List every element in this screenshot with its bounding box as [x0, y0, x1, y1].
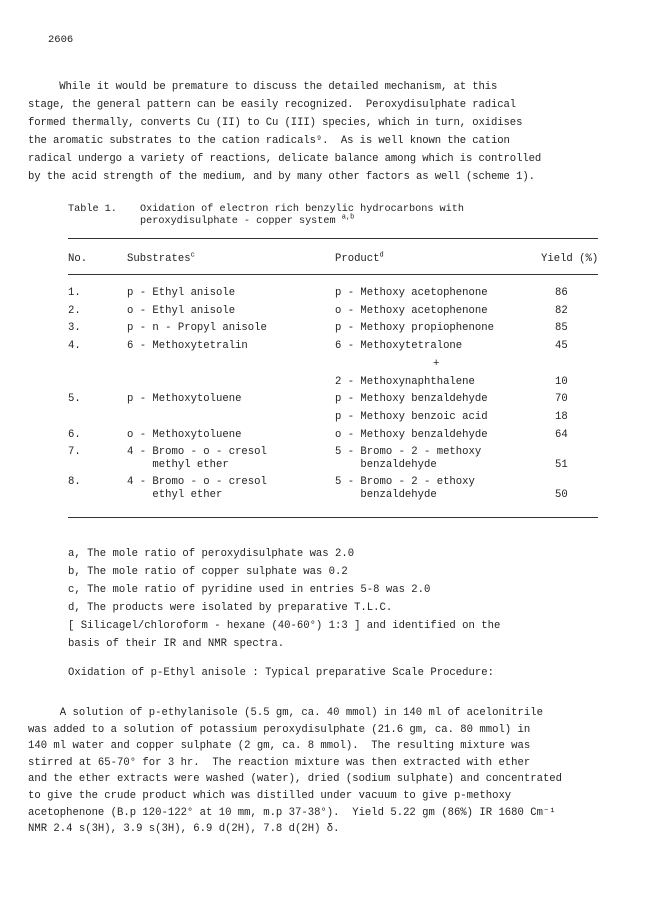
row-substrate: p - Methoxytoluene: [127, 393, 242, 406]
table-bottom-rule: [68, 517, 598, 518]
text-line: to give the crude product which was distilled under vacuum to give p-methoxy: [28, 789, 512, 802]
row-product: p - Methoxy benzoic acid: [335, 410, 488, 423]
note-line: d, The products were isolated by preparative T.L.C.: [68, 602, 393, 614]
row-yield: 85: [555, 322, 568, 335]
table-label: Table 1.: [68, 204, 117, 215]
text-line: 140 ml water and copper sulphate (2 gm, ca. 8 mmol). The resulting mixture was: [28, 740, 531, 753]
row-number: 2.: [68, 304, 81, 317]
intro-paragraph: [28, 78, 668, 186]
note-line: c, The mole ratio of pyridine used in entries 5-8 was 2.0: [68, 584, 431, 596]
row-product: o - Methoxy benzaldehyde: [335, 428, 488, 441]
row-substrate: 6 - Methoxytetralin: [127, 340, 248, 353]
row-yield: 18: [555, 410, 568, 423]
text-line: stirred at 65-70° for 3 hr. The reaction mixture was then extracted with ether: [28, 756, 531, 769]
row-number: 1.: [68, 287, 81, 299]
table-caption-line2: peroxydisulphate - copper system $^{a,b}$: [140, 213, 355, 227]
row-product: o - Methoxy acetophenone: [335, 304, 488, 317]
row-yield: 64: [555, 428, 568, 441]
table-caption-line1: Oxidation of electron rich benzylic hydrocarbons with: [140, 204, 465, 215]
row-substrate: o - Methoxytoluene: [127, 428, 242, 441]
table-caption-footnote: a,b: [341, 213, 355, 222]
procedure-heading: Oxidation of p-Ethyl anisole : Typical preparative Scale Procedure:: [68, 667, 494, 679]
procedure-paragraph: [28, 705, 562, 838]
row-number: 3.: [68, 322, 81, 335]
note-line: basis of their IR and NMR spectra.: [68, 638, 285, 650]
note-line: [ Silicagel/chloroform - hexane (40-60°) 1:3 ] and identified on the: [68, 620, 501, 632]
header-no: No.: [68, 253, 88, 265]
text-line: the aromatic substrates to the cation radicals⁹. As is well known the cation: [28, 135, 510, 147]
table-top-rule: [68, 238, 598, 239]
text-line: radical undergo a variety of reactions, delicate balance among which is controlled: [28, 153, 542, 165]
text-line: formed thermally, converts Cu (II) to Cu (III) species, which in turn, oxidises: [28, 117, 523, 129]
row-yield: 70: [555, 393, 568, 406]
row-yield: 82: [555, 304, 568, 317]
text-line: A solution of p-ethylanisole (5.5 gm, ca. 40 mmol) in 140 ml of acelonitrile: [28, 707, 543, 719]
header-substrates: Substrates$^c$: [127, 251, 195, 265]
row-product: 6 - Methoxytetralone: [335, 340, 463, 353]
row-product: +: [433, 357, 440, 370]
row-number: 6.: [68, 428, 81, 441]
row-substrate: 4 - Bromo - o - cresol methyl ether: [127, 446, 267, 472]
table-notes: [68, 545, 500, 653]
row-substrate: o - Ethyl anisole: [127, 304, 236, 317]
text-line: NMR 2.4 s(3H), 3.9 s(3H), 6.9 d(2H), 7.8 d(2H) δ.: [28, 823, 340, 836]
text-line: acetophenone (B.p 120-122° at 10 mm, m.p 37-38°). Yield 5.22 gm (86%) IR 1680 Cm⁻¹: [28, 806, 556, 819]
row-yield: 50: [555, 489, 568, 502]
row-product: 2 - Methoxynaphthalene: [335, 375, 475, 388]
row-substrate: p - n - Propyl anisole: [127, 322, 267, 335]
text-line: and the ether extracts were washed (water), dried (sodium sulphate) and concentrated: [28, 773, 563, 786]
note-line: a, The mole ratio of peroxydisulphate was 2.0: [68, 548, 355, 560]
row-number: 8.: [68, 476, 81, 489]
table-header-rule: [68, 274, 598, 275]
header-product: Product$^d$: [335, 251, 384, 265]
row-product: p - Methoxy acetophenone: [335, 287, 488, 299]
header-yield: Yield (%): [541, 253, 599, 265]
row-product: 5 - Bromo - 2 - ethoxy benzaldehyde: [335, 476, 475, 502]
row-number: 5.: [68, 393, 81, 406]
text-line: stage, the general pattern can be easily recognized. Peroxydisulphate radical: [28, 99, 517, 111]
note-line: b, The mole ratio of copper sulphate was 0.2: [68, 566, 348, 578]
row-substrate: p - Ethyl anisole: [127, 287, 236, 299]
text-line: by the acid strength of the medium, and by many other factors as well (scheme 1).: [28, 171, 535, 183]
text-line: was added to a solution of potassium peroxydisulphate (21.6 gm, ca. 80 mmol) in: [28, 723, 531, 736]
text-line: While it would be premature to discuss the detailed mechanism, at this: [28, 81, 498, 93]
row-yield: 10: [555, 375, 568, 388]
row-number: 4.: [68, 340, 81, 353]
row-product: p - Methoxy benzaldehyde: [335, 393, 488, 406]
row-number: 7.: [68, 446, 81, 459]
row-yield: 51: [555, 459, 568, 472]
row-substrate: 4 - Bromo - o - cresol ethyl ether: [127, 476, 267, 502]
page-number: 2606: [48, 34, 74, 46]
row-yield: 86: [555, 287, 568, 299]
row-yield: 45: [555, 340, 568, 353]
row-product: p - Methoxy propiophenone: [335, 322, 494, 335]
row-product: 5 - Bromo - 2 - methoxy benzaldehyde: [335, 446, 482, 472]
